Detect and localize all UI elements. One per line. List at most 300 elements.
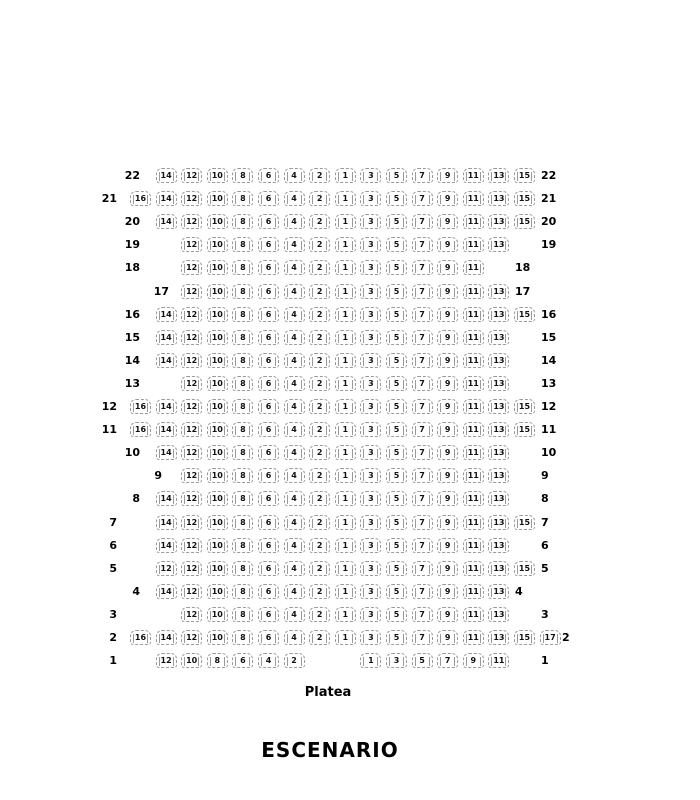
seat-r12-n13[interactable]: 13 [488, 399, 509, 414]
seat-r7-n6[interactable]: 6 [258, 515, 279, 530]
seat-r6-n3[interactable]: 3 [360, 538, 381, 553]
seat-r11-n1[interactable]: 1 [335, 422, 356, 437]
seat-r1-n6[interactable]: 6 [232, 653, 253, 668]
seat-r18-n4[interactable]: 4 [284, 260, 305, 275]
seat-r8-n5[interactable]: 5 [386, 491, 407, 506]
seat-r10-n3[interactable]: 3 [360, 445, 381, 460]
seat-r7-n10[interactable]: 10 [207, 515, 228, 530]
seat-r20-n6[interactable]: 6 [258, 214, 279, 229]
seat-r8-n10[interactable]: 10 [207, 491, 228, 506]
seat-r11-n14[interactable]: 14 [156, 422, 177, 437]
seat-r18-n7[interactable]: 7 [412, 260, 433, 275]
seat-r19-n4[interactable]: 4 [284, 237, 305, 252]
seat-r5-n4[interactable]: 4 [284, 561, 305, 576]
seat-r20-n1[interactable]: 1 [335, 214, 356, 229]
seat-r22-n12[interactable]: 12 [181, 168, 202, 183]
seat-r6-n9[interactable]: 9 [437, 538, 458, 553]
seat-r17-n3[interactable]: 3 [360, 284, 381, 299]
seat-r8-n1[interactable]: 1 [335, 491, 356, 506]
seat-r5-n5[interactable]: 5 [386, 561, 407, 576]
seat-r12-n15[interactable]: 15 [514, 399, 535, 414]
seat-r3-n13[interactable]: 13 [488, 607, 509, 622]
seat-r3-n4[interactable]: 4 [284, 607, 305, 622]
seat-r22-n5[interactable]: 5 [386, 168, 407, 183]
seat-r16-n6[interactable]: 6 [258, 307, 279, 322]
seat-r7-n2[interactable]: 2 [309, 515, 330, 530]
seat-r7-n5[interactable]: 5 [386, 515, 407, 530]
seat-r13-n2[interactable]: 2 [309, 376, 330, 391]
seat-r5-n7[interactable]: 7 [412, 561, 433, 576]
seat-r2-n15[interactable]: 15 [514, 630, 535, 645]
seat-r18-n12[interactable]: 12 [181, 260, 202, 275]
seat-r3-n6[interactable]: 6 [258, 607, 279, 622]
seat-r11-n4[interactable]: 4 [284, 422, 305, 437]
seat-r6-n2[interactable]: 2 [309, 538, 330, 553]
seat-r18-n2[interactable]: 2 [309, 260, 330, 275]
seat-r10-n14[interactable]: 14 [156, 445, 177, 460]
seat-r18-n10[interactable]: 10 [207, 260, 228, 275]
seat-r7-n8[interactable]: 8 [232, 515, 253, 530]
seat-r7-n12[interactable]: 12 [181, 515, 202, 530]
seat-r6-n6[interactable]: 6 [258, 538, 279, 553]
seat-r14-n4[interactable]: 4 [284, 353, 305, 368]
seat-r19-n13[interactable]: 13 [488, 237, 509, 252]
seat-r2-n6[interactable]: 6 [258, 630, 279, 645]
seat-r22-n15[interactable]: 15 [514, 168, 535, 183]
seat-r22-n11[interactable]: 11 [463, 168, 484, 183]
seat-r17-n4[interactable]: 4 [284, 284, 305, 299]
seat-r9-n5[interactable]: 5 [386, 468, 407, 483]
seat-r12-n9[interactable]: 9 [437, 399, 458, 414]
seat-r12-n11[interactable]: 11 [463, 399, 484, 414]
seat-r16-n3[interactable]: 3 [360, 307, 381, 322]
seat-r21-n3[interactable]: 3 [360, 191, 381, 206]
seat-r18-n1[interactable]: 1 [335, 260, 356, 275]
seat-r10-n6[interactable]: 6 [258, 445, 279, 460]
seat-r6-n10[interactable]: 10 [207, 538, 228, 553]
seat-r11-n3[interactable]: 3 [360, 422, 381, 437]
seat-r15-n1[interactable]: 1 [335, 330, 356, 345]
seat-r20-n12[interactable]: 12 [181, 214, 202, 229]
seat-r11-n2[interactable]: 2 [309, 422, 330, 437]
seat-r14-n9[interactable]: 9 [437, 353, 458, 368]
seat-r4-n12[interactable]: 12 [181, 584, 202, 599]
seat-r14-n13[interactable]: 13 [488, 353, 509, 368]
seat-r17-n6[interactable]: 6 [258, 284, 279, 299]
seat-r8-n2[interactable]: 2 [309, 491, 330, 506]
seat-r1-n8[interactable]: 8 [207, 653, 228, 668]
seat-r4-n14[interactable]: 14 [156, 584, 177, 599]
seat-r21-n14[interactable]: 14 [156, 191, 177, 206]
seat-r17-n10[interactable]: 10 [207, 284, 228, 299]
seat-r2-n16[interactable]: 16 [130, 630, 151, 645]
seat-r21-n10[interactable]: 10 [207, 191, 228, 206]
seat-r9-n9[interactable]: 9 [437, 468, 458, 483]
seat-r18-n6[interactable]: 6 [258, 260, 279, 275]
seat-r1-n2[interactable]: 2 [284, 653, 305, 668]
seat-r21-n4[interactable]: 4 [284, 191, 305, 206]
seat-r4-n6[interactable]: 6 [258, 584, 279, 599]
seat-r9-n13[interactable]: 13 [488, 468, 509, 483]
seat-r13-n5[interactable]: 5 [386, 376, 407, 391]
seat-r10-n11[interactable]: 11 [463, 445, 484, 460]
seat-r14-n1[interactable]: 1 [335, 353, 356, 368]
seat-r10-n5[interactable]: 5 [386, 445, 407, 460]
seat-r20-n10[interactable]: 10 [207, 214, 228, 229]
seat-r3-n7[interactable]: 7 [412, 607, 433, 622]
seat-r20-n5[interactable]: 5 [386, 214, 407, 229]
seat-r6-n8[interactable]: 8 [232, 538, 253, 553]
seat-r18-n5[interactable]: 5 [386, 260, 407, 275]
seat-r12-n3[interactable]: 3 [360, 399, 381, 414]
seat-r22-n1[interactable]: 1 [335, 168, 356, 183]
seat-r6-n14[interactable]: 14 [156, 538, 177, 553]
seat-r16-n8[interactable]: 8 [232, 307, 253, 322]
seat-r8-n13[interactable]: 13 [488, 491, 509, 506]
seat-r7-n14[interactable]: 14 [156, 515, 177, 530]
seat-r13-n13[interactable]: 13 [488, 376, 509, 391]
seat-r19-n5[interactable]: 5 [386, 237, 407, 252]
seat-r16-n7[interactable]: 7 [412, 307, 433, 322]
seat-r20-n4[interactable]: 4 [284, 214, 305, 229]
seat-r16-n9[interactable]: 9 [437, 307, 458, 322]
seat-r7-n7[interactable]: 7 [412, 515, 433, 530]
seat-r2-n5[interactable]: 5 [386, 630, 407, 645]
seat-r13-n11[interactable]: 11 [463, 376, 484, 391]
seat-r2-n4[interactable]: 4 [284, 630, 305, 645]
seat-r21-n9[interactable]: 9 [437, 191, 458, 206]
seat-r19-n12[interactable]: 12 [181, 237, 202, 252]
seat-r4-n1[interactable]: 1 [335, 584, 356, 599]
seat-r5-n9[interactable]: 9 [437, 561, 458, 576]
seat-r14-n2[interactable]: 2 [309, 353, 330, 368]
seat-r16-n15[interactable]: 15 [514, 307, 535, 322]
seat-r20-n15[interactable]: 15 [514, 214, 535, 229]
seat-r17-n1[interactable]: 1 [335, 284, 356, 299]
seat-r11-n10[interactable]: 10 [207, 422, 228, 437]
seat-r10-n4[interactable]: 4 [284, 445, 305, 460]
seat-r16-n13[interactable]: 13 [488, 307, 509, 322]
seat-r22-n10[interactable]: 10 [207, 168, 228, 183]
seat-r15-n11[interactable]: 11 [463, 330, 484, 345]
seat-r19-n8[interactable]: 8 [232, 237, 253, 252]
seat-r18-n3[interactable]: 3 [360, 260, 381, 275]
seat-r10-n1[interactable]: 1 [335, 445, 356, 460]
seat-r5-n12[interactable]: 12 [181, 561, 202, 576]
seat-r20-n8[interactable]: 8 [232, 214, 253, 229]
seat-r3-n11[interactable]: 11 [463, 607, 484, 622]
seat-r21-n7[interactable]: 7 [412, 191, 433, 206]
seat-r11-n9[interactable]: 9 [437, 422, 458, 437]
seat-r3-n1[interactable]: 1 [335, 607, 356, 622]
seat-r3-n10[interactable]: 10 [207, 607, 228, 622]
seat-r4-n13[interactable]: 13 [488, 584, 509, 599]
seat-r17-n7[interactable]: 7 [412, 284, 433, 299]
seat-r9-n11[interactable]: 11 [463, 468, 484, 483]
seat-r2-n14[interactable]: 14 [156, 630, 177, 645]
seat-r8-n6[interactable]: 6 [258, 491, 279, 506]
seat-r4-n8[interactable]: 8 [232, 584, 253, 599]
seat-r12-n6[interactable]: 6 [258, 399, 279, 414]
seat-r2-n8[interactable]: 8 [232, 630, 253, 645]
seat-r13-n12[interactable]: 12 [181, 376, 202, 391]
seat-r8-n12[interactable]: 12 [181, 491, 202, 506]
seat-r4-n11[interactable]: 11 [463, 584, 484, 599]
seat-r10-n10[interactable]: 10 [207, 445, 228, 460]
seat-r16-n1[interactable]: 1 [335, 307, 356, 322]
seat-r8-n11[interactable]: 11 [463, 491, 484, 506]
seat-r8-n14[interactable]: 14 [156, 491, 177, 506]
seat-r21-n15[interactable]: 15 [514, 191, 535, 206]
seat-r14-n12[interactable]: 12 [181, 353, 202, 368]
seat-r7-n15[interactable]: 15 [514, 515, 535, 530]
seat-r1-n7[interactable]: 7 [437, 653, 458, 668]
seat-r19-n1[interactable]: 1 [335, 237, 356, 252]
seat-r9-n12[interactable]: 12 [181, 468, 202, 483]
seat-r5-n3[interactable]: 3 [360, 561, 381, 576]
seat-r8-n4[interactable]: 4 [284, 491, 305, 506]
seat-r9-n10[interactable]: 10 [207, 468, 228, 483]
seat-r2-n17[interactable]: 17 [540, 630, 561, 645]
seat-r9-n8[interactable]: 8 [232, 468, 253, 483]
seat-r8-n8[interactable]: 8 [232, 491, 253, 506]
seat-r14-n8[interactable]: 8 [232, 353, 253, 368]
seat-r3-n5[interactable]: 5 [386, 607, 407, 622]
seat-r5-n12[interactable]: 12 [156, 561, 177, 576]
seat-r16-n2[interactable]: 2 [309, 307, 330, 322]
seat-r16-n10[interactable]: 10 [207, 307, 228, 322]
seat-r4-n9[interactable]: 9 [437, 584, 458, 599]
seat-r21-n6[interactable]: 6 [258, 191, 279, 206]
seat-r19-n7[interactable]: 7 [412, 237, 433, 252]
seat-r15-n2[interactable]: 2 [309, 330, 330, 345]
seat-r2-n12[interactable]: 12 [181, 630, 202, 645]
seat-r8-n7[interactable]: 7 [412, 491, 433, 506]
seat-r19-n2[interactable]: 2 [309, 237, 330, 252]
seat-r15-n7[interactable]: 7 [412, 330, 433, 345]
seat-r22-n7[interactable]: 7 [412, 168, 433, 183]
seat-r13-n10[interactable]: 10 [207, 376, 228, 391]
seat-r15-n10[interactable]: 10 [207, 330, 228, 345]
seat-r5-n6[interactable]: 6 [258, 561, 279, 576]
seat-r14-n5[interactable]: 5 [386, 353, 407, 368]
seat-r1-n11[interactable]: 11 [488, 653, 509, 668]
seat-r16-n14[interactable]: 14 [156, 307, 177, 322]
seat-r21-n1[interactable]: 1 [335, 191, 356, 206]
seat-r12-n2[interactable]: 2 [309, 399, 330, 414]
seat-r9-n7[interactable]: 7 [412, 468, 433, 483]
seat-r4-n5[interactable]: 5 [386, 584, 407, 599]
seat-r13-n4[interactable]: 4 [284, 376, 305, 391]
seat-r15-n6[interactable]: 6 [258, 330, 279, 345]
seat-r5-n8[interactable]: 8 [232, 561, 253, 576]
seat-r15-n13[interactable]: 13 [488, 330, 509, 345]
seat-r18-n11[interactable]: 11 [463, 260, 484, 275]
seat-r20-n2[interactable]: 2 [309, 214, 330, 229]
seat-r17-n8[interactable]: 8 [232, 284, 253, 299]
seat-r16-n5[interactable]: 5 [386, 307, 407, 322]
seat-r13-n9[interactable]: 9 [437, 376, 458, 391]
seat-r7-n4[interactable]: 4 [284, 515, 305, 530]
seat-r12-n7[interactable]: 7 [412, 399, 433, 414]
seat-r9-n6[interactable]: 6 [258, 468, 279, 483]
seat-r17-n11[interactable]: 11 [463, 284, 484, 299]
seat-r19-n10[interactable]: 10 [207, 237, 228, 252]
seat-r17-n12[interactable]: 12 [181, 284, 202, 299]
seat-r4-n2[interactable]: 2 [309, 584, 330, 599]
seat-r11-n7[interactable]: 7 [412, 422, 433, 437]
seat-r4-n7[interactable]: 7 [412, 584, 433, 599]
seat-r22-n13[interactable]: 13 [488, 168, 509, 183]
seat-r6-n1[interactable]: 1 [335, 538, 356, 553]
seat-r5-n1[interactable]: 1 [335, 561, 356, 576]
seat-r11-n13[interactable]: 13 [488, 422, 509, 437]
seat-r7-n11[interactable]: 11 [463, 515, 484, 530]
seat-r10-n9[interactable]: 9 [437, 445, 458, 460]
seat-r8-n3[interactable]: 3 [360, 491, 381, 506]
seat-r10-n2[interactable]: 2 [309, 445, 330, 460]
seat-r9-n2[interactable]: 2 [309, 468, 330, 483]
seat-r11-n5[interactable]: 5 [386, 422, 407, 437]
seat-r20-n9[interactable]: 9 [437, 214, 458, 229]
seat-r6-n11[interactable]: 11 [463, 538, 484, 553]
seat-r12-n5[interactable]: 5 [386, 399, 407, 414]
seat-r10-n12[interactable]: 12 [181, 445, 202, 460]
seat-r12-n16[interactable]: 16 [130, 399, 151, 414]
seat-r9-n4[interactable]: 4 [284, 468, 305, 483]
seat-r15-n8[interactable]: 8 [232, 330, 253, 345]
seat-r6-n13[interactable]: 13 [488, 538, 509, 553]
seat-r1-n4[interactable]: 4 [258, 653, 279, 668]
seat-r3-n9[interactable]: 9 [437, 607, 458, 622]
seat-r22-n2[interactable]: 2 [309, 168, 330, 183]
seat-r1-n10[interactable]: 10 [181, 653, 202, 668]
seat-r5-n15[interactable]: 15 [514, 561, 535, 576]
seat-r12-n4[interactable]: 4 [284, 399, 305, 414]
seat-r3-n8[interactable]: 8 [232, 607, 253, 622]
seat-r22-n14[interactable]: 14 [156, 168, 177, 183]
seat-r2-n2[interactable]: 2 [309, 630, 330, 645]
seat-r14-n6[interactable]: 6 [258, 353, 279, 368]
seat-r4-n4[interactable]: 4 [284, 584, 305, 599]
seat-r2-n1[interactable]: 1 [335, 630, 356, 645]
seat-r21-n13[interactable]: 13 [488, 191, 509, 206]
seat-r3-n12[interactable]: 12 [181, 607, 202, 622]
seat-r21-n11[interactable]: 11 [463, 191, 484, 206]
seat-r5-n13[interactable]: 13 [488, 561, 509, 576]
seat-r11-n8[interactable]: 8 [232, 422, 253, 437]
seat-r13-n6[interactable]: 6 [258, 376, 279, 391]
seat-r11-n16[interactable]: 16 [130, 422, 151, 437]
seat-r20-n7[interactable]: 7 [412, 214, 433, 229]
seat-r12-n10[interactable]: 10 [207, 399, 228, 414]
seat-r13-n3[interactable]: 3 [360, 376, 381, 391]
seat-r1-n9[interactable]: 9 [463, 653, 484, 668]
seat-r13-n7[interactable]: 7 [412, 376, 433, 391]
seat-r22-n6[interactable]: 6 [258, 168, 279, 183]
seat-r15-n5[interactable]: 5 [386, 330, 407, 345]
seat-r1-n12[interactable]: 12 [156, 653, 177, 668]
seat-r15-n9[interactable]: 9 [437, 330, 458, 345]
seat-r22-n9[interactable]: 9 [437, 168, 458, 183]
seat-r5-n2[interactable]: 2 [309, 561, 330, 576]
seat-r14-n7[interactable]: 7 [412, 353, 433, 368]
seat-r22-n8[interactable]: 8 [232, 168, 253, 183]
seat-r14-n11[interactable]: 11 [463, 353, 484, 368]
seat-r19-n6[interactable]: 6 [258, 237, 279, 252]
seat-r4-n3[interactable]: 3 [360, 584, 381, 599]
seat-r22-n3[interactable]: 3 [360, 168, 381, 183]
seat-r2-n9[interactable]: 9 [437, 630, 458, 645]
seat-r19-n11[interactable]: 11 [463, 237, 484, 252]
seat-r15-n12[interactable]: 12 [181, 330, 202, 345]
seat-r10-n7[interactable]: 7 [412, 445, 433, 460]
seat-r4-n10[interactable]: 10 [207, 584, 228, 599]
seat-r2-n11[interactable]: 11 [463, 630, 484, 645]
seat-r6-n5[interactable]: 5 [386, 538, 407, 553]
seat-r19-n9[interactable]: 9 [437, 237, 458, 252]
seat-r5-n10[interactable]: 10 [207, 561, 228, 576]
seat-r13-n1[interactable]: 1 [335, 376, 356, 391]
seat-r15-n3[interactable]: 3 [360, 330, 381, 345]
seat-r11-n15[interactable]: 15 [514, 422, 535, 437]
seat-r2-n13[interactable]: 13 [488, 630, 509, 645]
seat-r6-n7[interactable]: 7 [412, 538, 433, 553]
seat-r17-n9[interactable]: 9 [437, 284, 458, 299]
seat-r22-n4[interactable]: 4 [284, 168, 305, 183]
seat-r17-n5[interactable]: 5 [386, 284, 407, 299]
seat-r18-n9[interactable]: 9 [437, 260, 458, 275]
seat-r12-n1[interactable]: 1 [335, 399, 356, 414]
seat-r21-n12[interactable]: 12 [181, 191, 202, 206]
seat-r6-n12[interactable]: 12 [181, 538, 202, 553]
seat-r12-n8[interactable]: 8 [232, 399, 253, 414]
seat-r7-n13[interactable]: 13 [488, 515, 509, 530]
seat-r5-n11[interactable]: 11 [463, 561, 484, 576]
seat-r16-n12[interactable]: 12 [181, 307, 202, 322]
seat-r3-n3[interactable]: 3 [360, 607, 381, 622]
seat-r11-n11[interactable]: 11 [463, 422, 484, 437]
seat-r11-n12[interactable]: 12 [181, 422, 202, 437]
seat-r21-n2[interactable]: 2 [309, 191, 330, 206]
seat-r6-n4[interactable]: 4 [284, 538, 305, 553]
seat-r20-n13[interactable]: 13 [488, 214, 509, 229]
seat-r10-n8[interactable]: 8 [232, 445, 253, 460]
seat-r20-n3[interactable]: 3 [360, 214, 381, 229]
seat-r16-n11[interactable]: 11 [463, 307, 484, 322]
seat-r13-n8[interactable]: 8 [232, 376, 253, 391]
seat-r11-n6[interactable]: 6 [258, 422, 279, 437]
seat-r1-n5[interactable]: 5 [412, 653, 433, 668]
seat-r17-n13[interactable]: 13 [488, 284, 509, 299]
seat-r12-n12[interactable]: 12 [181, 399, 202, 414]
seat-r14-n3[interactable]: 3 [360, 353, 381, 368]
seat-r9-n1[interactable]: 1 [335, 468, 356, 483]
seat-r16-n4[interactable]: 4 [284, 307, 305, 322]
seat-r2-n7[interactable]: 7 [412, 630, 433, 645]
seat-r18-n8[interactable]: 8 [232, 260, 253, 275]
seat-r14-n10[interactable]: 10 [207, 353, 228, 368]
seat-r21-n8[interactable]: 8 [232, 191, 253, 206]
seat-r1-n1[interactable]: 1 [360, 653, 381, 668]
seat-r17-n2[interactable]: 2 [309, 284, 330, 299]
seat-r20-n14[interactable]: 14 [156, 214, 177, 229]
seat-r12-n14[interactable]: 14 [156, 399, 177, 414]
seat-r3-n2[interactable]: 2 [309, 607, 330, 622]
seat-r7-n1[interactable]: 1 [335, 515, 356, 530]
seat-r15-n4[interactable]: 4 [284, 330, 305, 345]
seat-r7-n9[interactable]: 9 [437, 515, 458, 530]
